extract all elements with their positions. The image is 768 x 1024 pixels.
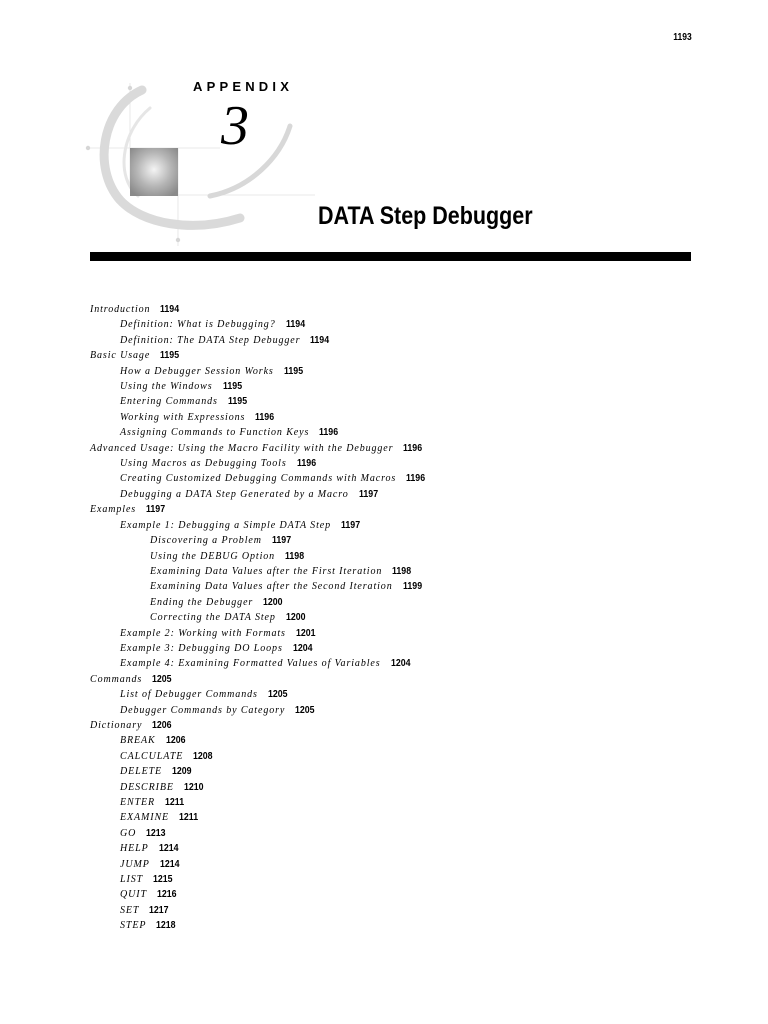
page-number: 1193 [673, 32, 692, 43]
toc-entry-page: 1211 [179, 812, 199, 824]
toc-entry-page: 1196 [403, 442, 423, 454]
toc-entry-page: 1218 [156, 920, 176, 932]
toc-entry [90, 516, 730, 531]
toc-entry-page: 1208 [193, 750, 213, 762]
toc-entry [90, 562, 730, 577]
chapter-title: DATA Step Debugger [318, 202, 533, 230]
toc-entry-title: Dictionary [90, 719, 143, 731]
toc-entry-page: 1214 [159, 858, 180, 870]
toc-entry [90, 331, 730, 346]
toc-entry [90, 547, 730, 562]
toc-entry-title: EXAMINE [120, 812, 170, 824]
toc-entry-page: 1199 [402, 581, 422, 593]
toc-entry-page: 1211 [165, 797, 185, 808]
toc-entry-page: 1216 [156, 889, 177, 901]
toc-entry-page: 1197 [146, 504, 166, 516]
toc-entry-title: Debugging a DATA Step Generated by a Macro [120, 488, 349, 500]
toc-entry [90, 423, 730, 438]
toc-entry-page: 1215 [153, 874, 173, 886]
toc-entry-page: 1194 [160, 304, 180, 315]
toc-entry-title: Using the Windows [120, 381, 213, 393]
toc-entry-page: 1206 [152, 719, 172, 731]
toc-entry-title: Debugger Commands by Category [120, 704, 286, 716]
toc-entry-page: 1206 [165, 735, 186, 747]
toc-entry-title: ENTER [120, 797, 156, 808]
toc-entry-title: Ending the Debugger [150, 596, 254, 608]
toc-entry [90, 346, 730, 361]
toc-entry-title: LIST [120, 874, 144, 886]
toc-entry [90, 593, 730, 608]
toc-entry-title: List of Debugger Commands [120, 689, 258, 701]
toc-entry-page: 1205 [295, 704, 315, 716]
toc-entry [90, 839, 730, 854]
toc-entry [90, 315, 730, 330]
table-of-contents [90, 300, 730, 932]
toc-entry [90, 762, 730, 777]
toc-entry [90, 778, 730, 793]
toc-entry-title: STEP [120, 920, 147, 932]
toc-entry-title: SET [120, 904, 140, 916]
toc-entry [90, 639, 730, 654]
toc-entry [90, 362, 730, 377]
toc-entry [90, 439, 730, 454]
toc-entry [90, 885, 730, 900]
toc-entry [90, 716, 730, 731]
toc-entry-title: Example 2: Working with Formats [120, 627, 286, 639]
toc-entry-title: BREAK [120, 735, 156, 747]
toc-entry-title: Definition: The DATA Step Debugger [120, 334, 301, 346]
toc-entry [90, 300, 730, 315]
toc-entry [90, 808, 730, 823]
toc-entry-title: Definition: What is Debugging? [120, 319, 276, 331]
toc-entry [90, 685, 730, 700]
toc-entry-title: QUIT [120, 889, 147, 901]
toc-entry [90, 654, 730, 669]
toc-entry-page: 1204 [390, 658, 411, 670]
toc-entry [90, 377, 730, 392]
toc-entry-page: 1195 [160, 350, 180, 362]
toc-entry-page: 1196 [319, 427, 339, 439]
toc-entry [90, 793, 730, 808]
toc-entry-title: Examples [90, 504, 137, 516]
toc-entry-page: 1197 [358, 488, 378, 500]
toc-entry [90, 624, 730, 639]
toc-entry-title: HELP [120, 843, 149, 855]
toc-entry-page: 1214 [158, 843, 179, 855]
toc-entry [90, 731, 730, 746]
toc-entry [90, 531, 730, 546]
toc-entry-title: Commands [90, 673, 143, 685]
toc-entry-page: 1197 [271, 535, 291, 547]
toc-entry-page: 1205 [152, 673, 172, 685]
toc-entry-title: Example 3: Debugging DO Loops [120, 642, 283, 654]
toc-entry-page: 1198 [392, 565, 412, 577]
toc-entry-title: Using the DEBUG Option [150, 550, 276, 562]
toc-entry-page: 1198 [285, 550, 305, 562]
toc-entry-page: 1195 [222, 381, 242, 393]
toc-entry [90, 454, 730, 469]
title-rule [90, 252, 691, 261]
toc-entry [90, 485, 730, 500]
toc-entry [90, 608, 730, 623]
toc-entry [90, 392, 730, 407]
toc-entry-page: 1200 [285, 612, 306, 624]
appendix-label: APPENDIX [193, 79, 294, 94]
toc-entry-title: Example 1: Debugging a Simple DATA Step [120, 519, 331, 531]
toc-entry-page: 1195 [227, 396, 247, 408]
toc-entry-title: Working with Expressions [120, 411, 246, 423]
toc-entry [90, 747, 730, 762]
toc-entry-page: 1195 [283, 365, 303, 377]
toc-entry [90, 870, 730, 885]
toc-entry-title: Using Macros as Debugging Tools [120, 458, 287, 470]
toc-entry-page: 1209 [172, 766, 192, 778]
toc-entry-title: CALCULATE [120, 750, 184, 762]
toc-entry-page: 1196 [255, 411, 275, 423]
toc-entry-title: Creating Customized Debugging Commands with Macros [120, 473, 397, 485]
toc-entry-title: Advanced Usage: Using the Macro Facility with the Debugger [90, 442, 394, 454]
toc-entry-page: 1197 [341, 519, 361, 531]
toc-entry-title: DESCRIBE [120, 781, 174, 793]
toc-entry [90, 670, 730, 685]
toc-entry [90, 916, 730, 931]
toc-entry-title: Correcting the DATA Step [150, 612, 276, 624]
toc-entry-title: Assigning Commands to Function Keys [120, 427, 310, 439]
toc-entry-page: 1194 [310, 334, 330, 346]
appendix-number: 3 [221, 95, 249, 157]
toc-entry [90, 500, 730, 515]
toc-entry [90, 855, 730, 870]
toc-entry-page: 1196 [296, 458, 316, 470]
toc-entry-page: 1205 [267, 689, 288, 701]
toc-entry-title: JUMP [120, 858, 150, 870]
toc-entry-title: How a Debugger Session Works [120, 365, 274, 377]
toc-entry-title: Basic Usage [90, 350, 151, 362]
toc-entry-title: GO [120, 827, 137, 839]
toc-entry-title: DELETE [120, 766, 163, 778]
toc-entry-page: 1213 [146, 827, 166, 839]
toc-entry-title: Examining Data Values after the Second Iteration [150, 581, 393, 593]
toc-entry [90, 577, 730, 592]
toc-entry [90, 701, 730, 716]
toc-entry-page: 1210 [183, 781, 204, 793]
toc-entry [90, 408, 730, 423]
toc-entry-page: 1196 [406, 473, 426, 485]
toc-entry-title: Entering Commands [120, 396, 218, 408]
toc-entry [90, 824, 730, 839]
toc-entry [90, 469, 730, 484]
toc-entry-title: Discovering a Problem [150, 535, 262, 547]
toc-entry-title: Examining Data Values after the First Iteration [150, 565, 383, 577]
toc-entry-page: 1201 [295, 627, 316, 639]
toc-entry [90, 901, 730, 916]
toc-entry-title: Example 4: Examining Formatted Values of Variables [120, 658, 381, 670]
toc-entry-title: Introduction [90, 304, 151, 315]
toc-entry-page: 1200 [263, 596, 283, 608]
appendix-emblem-icon [80, 78, 320, 253]
toc-entry-page: 1204 [292, 642, 313, 654]
toc-entry-page: 1217 [149, 904, 169, 916]
toc-entry-page: 1194 [285, 319, 305, 331]
